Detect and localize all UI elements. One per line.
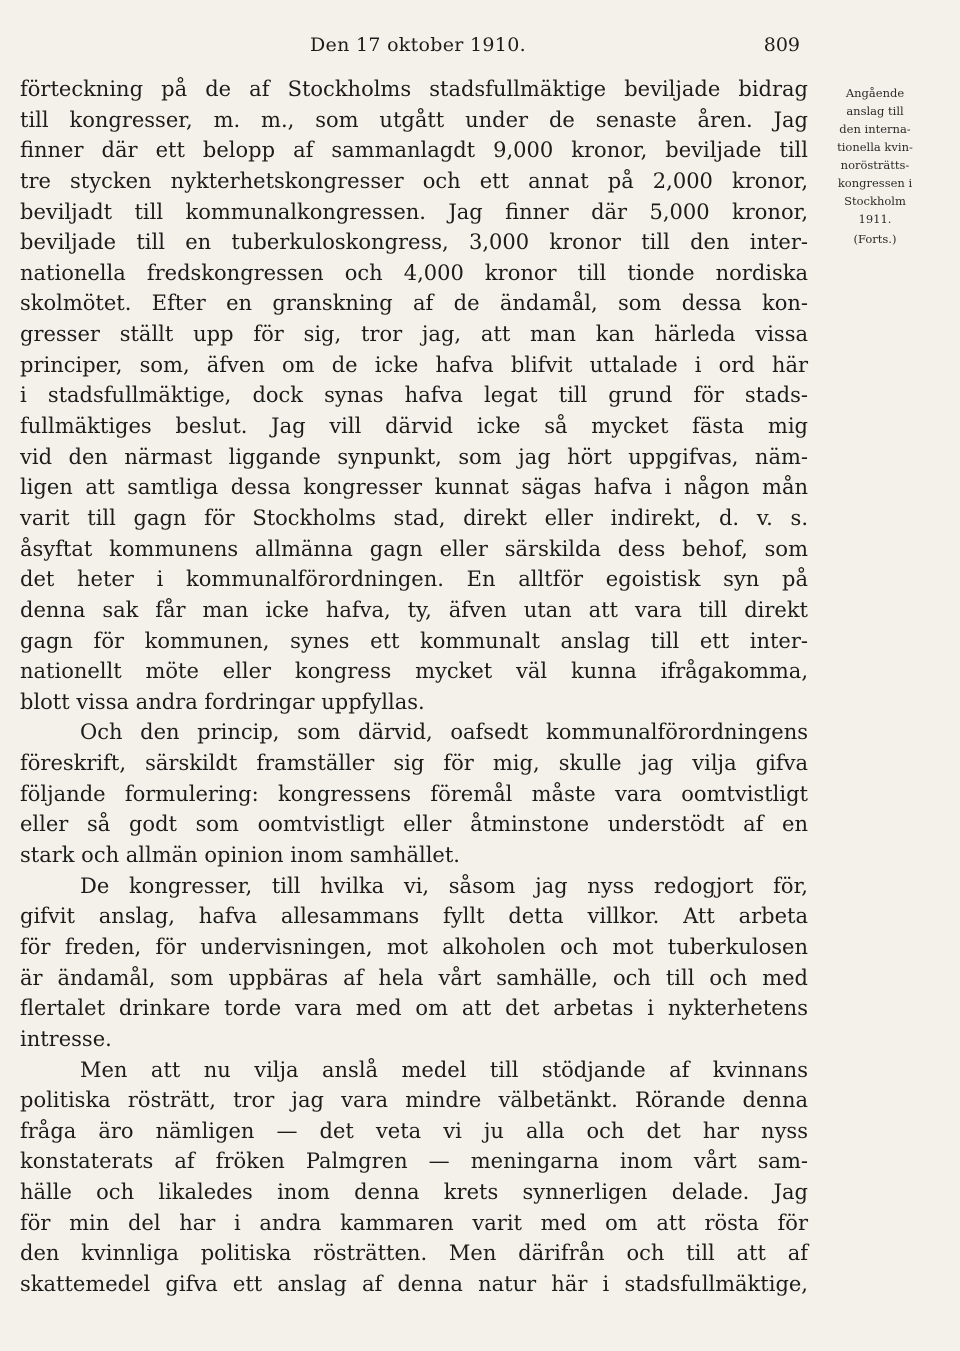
margin-note-line: kongressen i — [837, 176, 913, 190]
text-line: fullmäktiges beslut. Jag vill därvid icke så mycket fästa mig — [20, 414, 808, 439]
margin-note-line: 1911. — [858, 212, 892, 226]
text-line: hälle och likaledes inom denna krets synnerligen delade. Jag — [20, 1180, 808, 1205]
text-line: konstaterats af fröken Palmgren — meningarna inom vårt sam- — [20, 1149, 808, 1174]
text-line: åsyftat kommunens allmänna gagn eller särskilda dess behof, som — [20, 536, 808, 561]
text-line: varit till gagn för Stockholms stad, direkt eller indirekt, d. v. s. — [20, 505, 808, 530]
margin-note-line: den interna- — [839, 122, 911, 136]
text-line: skolmötet. Efter en granskning af de ändamål, som dessa kon- — [20, 291, 808, 316]
text-line: intresse. — [20, 1026, 112, 1051]
margin-note — [815, 84, 935, 248]
text-line: fråga äro nämligen — det veta vi ju alla och det har nyss — [20, 1118, 808, 1143]
text-line: föreskrift, särskildt framställer sig för mig, skulle jag vilja gifva — [20, 751, 808, 776]
text-line: tre stycken nykterhetskongresser och ett annat på 2,000 kronor, — [20, 168, 808, 193]
text-line: finner där ett belopp af sammanlagdt 9,000 kronor, beviljade till — [20, 138, 808, 163]
text-line: Och den princip, som därvid, oafsedt kommunalförordningens — [80, 720, 808, 745]
text-line: nationellt möte eller kongress mycket väl kunna ifrågakomma, — [20, 659, 808, 684]
page-number: 809 — [763, 34, 800, 56]
margin-note-line: anslag till — [846, 104, 904, 118]
text-line: principer, som, äfven om de icke hafva blifvit uttalade i ord här — [20, 352, 808, 377]
text-line: eller så godt som oomtvistligt eller åtminstone understödt af en — [20, 812, 808, 837]
text-line: Men att nu vilja anslå medel till stödjande af kvinnans — [80, 1057, 808, 1082]
text-line: är ändamål, som uppbäras af hela vårt samhälle, och till och med — [20, 965, 808, 990]
text-line: skattemedel gifva ett anslag af denna natur här i stadsfullmäktige, — [20, 1271, 808, 1296]
margin-note-line: norösträtts- — [840, 158, 910, 172]
text-line: beviljade till en tuberkuloskongress, 3,000 kronor till den inter- — [20, 230, 808, 255]
text-line: gresser ställt upp för sig, tror jag, att man kan härleda vissa — [20, 322, 808, 347]
text-line: flertalet drinkare torde vara med om att det arbetas i nykterhetens — [20, 996, 808, 1021]
margin-note-line: (Forts.) — [853, 232, 897, 246]
text-line: politiska rösträtt, tror jag vara mindre välbetänkt. Rörande denna — [20, 1088, 808, 1113]
text-line: förteckning på de af Stockholms stadsfullmäktige beviljade bidrag — [20, 77, 808, 101]
text-line: det heter i kommunalförordningen. En alltför egoistisk syn på — [20, 567, 808, 592]
text-line: stark och allmän opinion inom samhället. — [20, 843, 460, 868]
text-line: blott vissa andra fordringar uppfyllas. — [20, 689, 425, 714]
text-line: följande formulering: kongressens föremål måste vara oomtvistligt — [20, 781, 808, 806]
text-line: i stadsfullmäktige, dock synas hafva legat till grund för stads- — [20, 383, 808, 408]
body-text — [20, 74, 808, 1300]
text-line: för freden, för undervisningen, mot alkoholen och mot tuberkulosen — [20, 934, 808, 959]
header-date: Den 17 oktober 1910. — [310, 34, 526, 56]
text-line: gifvit anslag, hafva allesammans fyllt detta villkor. Att arbeta — [20, 904, 808, 929]
text-line: denna sak får man icke hafva, ty, äfven utan att vara till direkt — [20, 597, 808, 622]
text-line: nationella fredskongressen och 4,000 kronor till tionde nordiska — [20, 260, 808, 285]
margin-note-line: tionella kvin- — [837, 140, 913, 154]
margin-note-line: Stockholm — [844, 194, 906, 208]
text-line: för min del har i andra kammaren varit med om att rösta för — [20, 1210, 808, 1235]
text-line: den kvinnliga politiska rösträtten. Men därifrån och till att af — [20, 1241, 808, 1266]
text-line: ligen att samtliga dessa kongresser kunnat sägas hafva i någon mån — [20, 475, 808, 500]
margin-note-line: Angående — [845, 86, 905, 100]
text-line: De kongresser, till hvilka vi, såsom jag nyss redogjort för, — [80, 873, 808, 898]
text-line: till kongresser, m. m., som utgått under de senaste åren. Jag — [20, 107, 808, 132]
text-line: vid den närmast liggande synpunkt, som jag hört uppgifvas, näm- — [20, 444, 808, 469]
text-line: beviljadt till kommunalkongressen. Jag finner där 5,000 kronor, — [20, 199, 808, 224]
page-header — [20, 34, 810, 64]
text-line: gagn för kommunen, synes ett kommunalt anslag till ett inter- — [20, 628, 808, 653]
